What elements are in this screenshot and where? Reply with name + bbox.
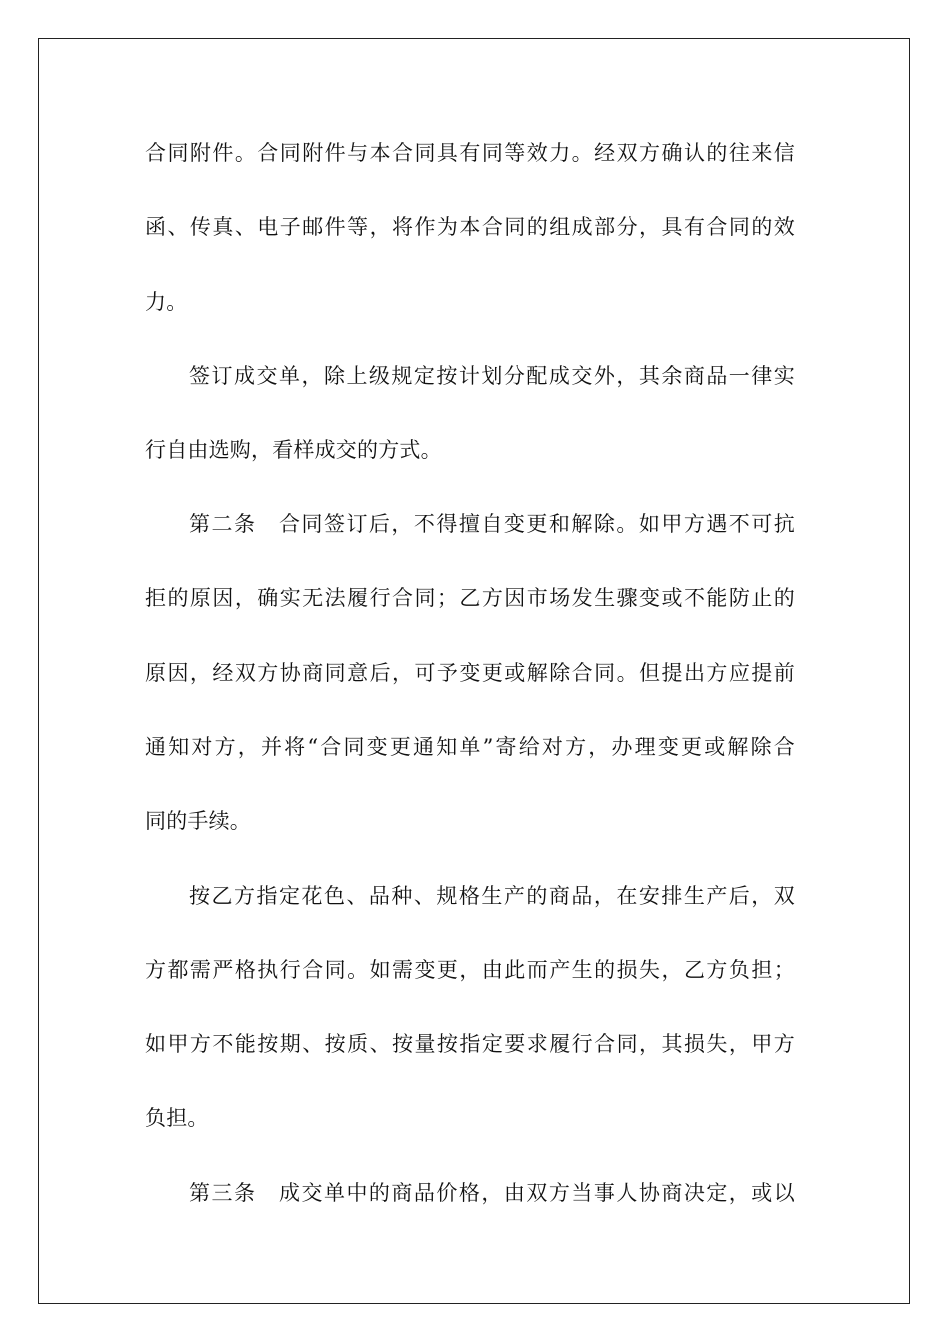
text-line-6: 第二条 合同签订后，不得擅自变更和解除。如甲方遇不可抗 <box>189 512 795 536</box>
text-line-10: 同的手续。 <box>145 809 251 833</box>
text-line-13: 如甲方不能按期、按质、按量按指定要求履行合同，其损失，甲方 <box>145 1032 795 1056</box>
text-line-1: 合同附件。合同附件与本合同具有同等效力。经双方确认的往来信 <box>145 141 795 165</box>
text-line-2: 函、传真、电子邮件等，将作为本合同的组成部分，具有合同的效 <box>145 215 795 239</box>
text-line-3: 力。 <box>145 290 188 314</box>
text-line-12: 方都需严格执行合同。如需变更，由此而产生的损失，乙方负担； <box>145 958 795 982</box>
text-line-5: 行自由选购，看样成交的方式。 <box>145 438 442 462</box>
text-line-11: 按乙方指定花色、品种、规格生产的商品，在安排生产后，双 <box>189 884 795 908</box>
text-line-8: 原因，经双方协商同意后，可予变更或解除合同。但提出方应提前 <box>145 661 795 685</box>
text-line-14: 负担。 <box>145 1106 209 1130</box>
text-line-4: 签订成交单，除上级规定按计划分配成交外，其余商品一律实 <box>189 364 795 388</box>
text-line-15: 第三条 成交单中的商品价格，由双方当事人协商决定，或以 <box>189 1181 795 1205</box>
text-line-7: 拒的原因，确实无法履行合同；乙方因市场发生骤变或不能防止的 <box>145 586 795 610</box>
text-line-9: 通知对方，并将“合同变更通知单”寄给对方，办理变更或解除合 <box>145 735 795 759</box>
